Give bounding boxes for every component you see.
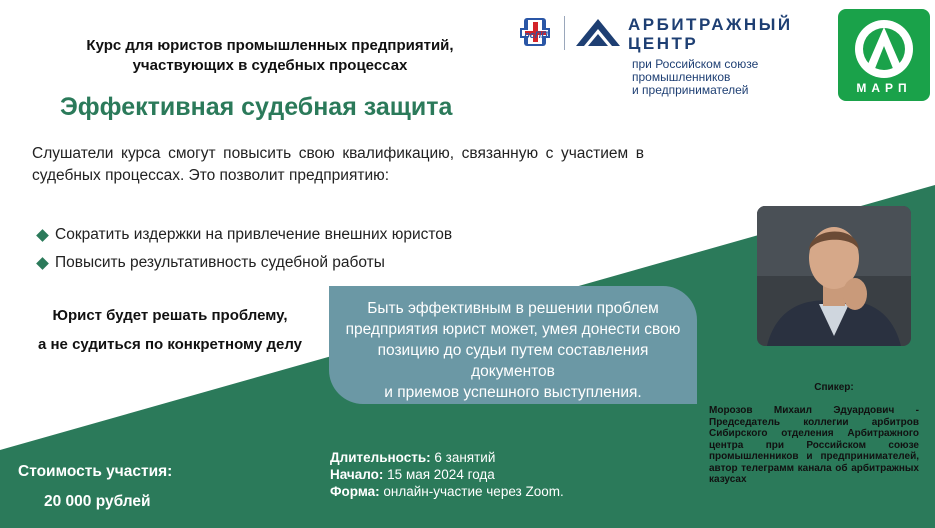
page-title: Эффективная судебная защита — [60, 93, 453, 121]
logo-divider — [564, 16, 565, 50]
intro-text: Слушатели курса смогут повысить свою квалификацию, связанную с участием в судебных процессах. Это позволит предприятию: — [32, 145, 644, 184]
rspp-logo — [515, 16, 557, 48]
rspp-text: рсПП — [524, 30, 548, 40]
lawyer-statement-line2: а не судиться по конкретному делу — [37, 336, 303, 353]
speaker-label: Спикер: — [814, 382, 854, 393]
diamond-icon — [36, 257, 49, 270]
arbitration-center-logo-mark — [574, 17, 622, 47]
bullet-item — [38, 226, 452, 244]
bullet-text: Сократить издержки на привлечение внешних юристов — [55, 226, 453, 243]
diamond-icon — [36, 229, 49, 242]
bullet-text: Повысить результативность судебной работы — [55, 254, 385, 271]
price-label: Стоимость участия: — [18, 463, 173, 480]
course-title: Курс для юристов промышленных предприятий, участвующих в судебных процессах — [86, 37, 454, 74]
arbitration-center-title: АРБИТРАЖНЫЙ ЦЕНТР — [628, 15, 793, 53]
marp-text: МАРП — [856, 81, 912, 95]
bullet-item — [38, 254, 385, 272]
arbitration-center-subtitle: при Российском союзе промышленников и предпринимателей — [632, 57, 759, 97]
course-details: Длительность: 6 занятий Начало: 15 мая 2024 года Форма: онлайн-участие через Zoom. — [330, 450, 564, 499]
price-value: 20 000 рублей — [44, 493, 151, 510]
speaker-photo — [757, 206, 911, 346]
quote-bubble: Быть эффективным в решении проблем предприятия юрист может, умея донести свою позицию до судьи путем составления документов и приемов успешного выступления. — [329, 286, 697, 404]
speaker-bio: Морозов Михаил Эдуардович - Председатель коллегии арбитров Сибирского отделения Арбитражного центра при Российском союзе промышленников и предпринимателей, автор телеграмм канала об арбитражных казусах — [709, 405, 919, 485]
lawyer-statement-line1: Юрист будет решать проблему, — [52, 307, 288, 324]
